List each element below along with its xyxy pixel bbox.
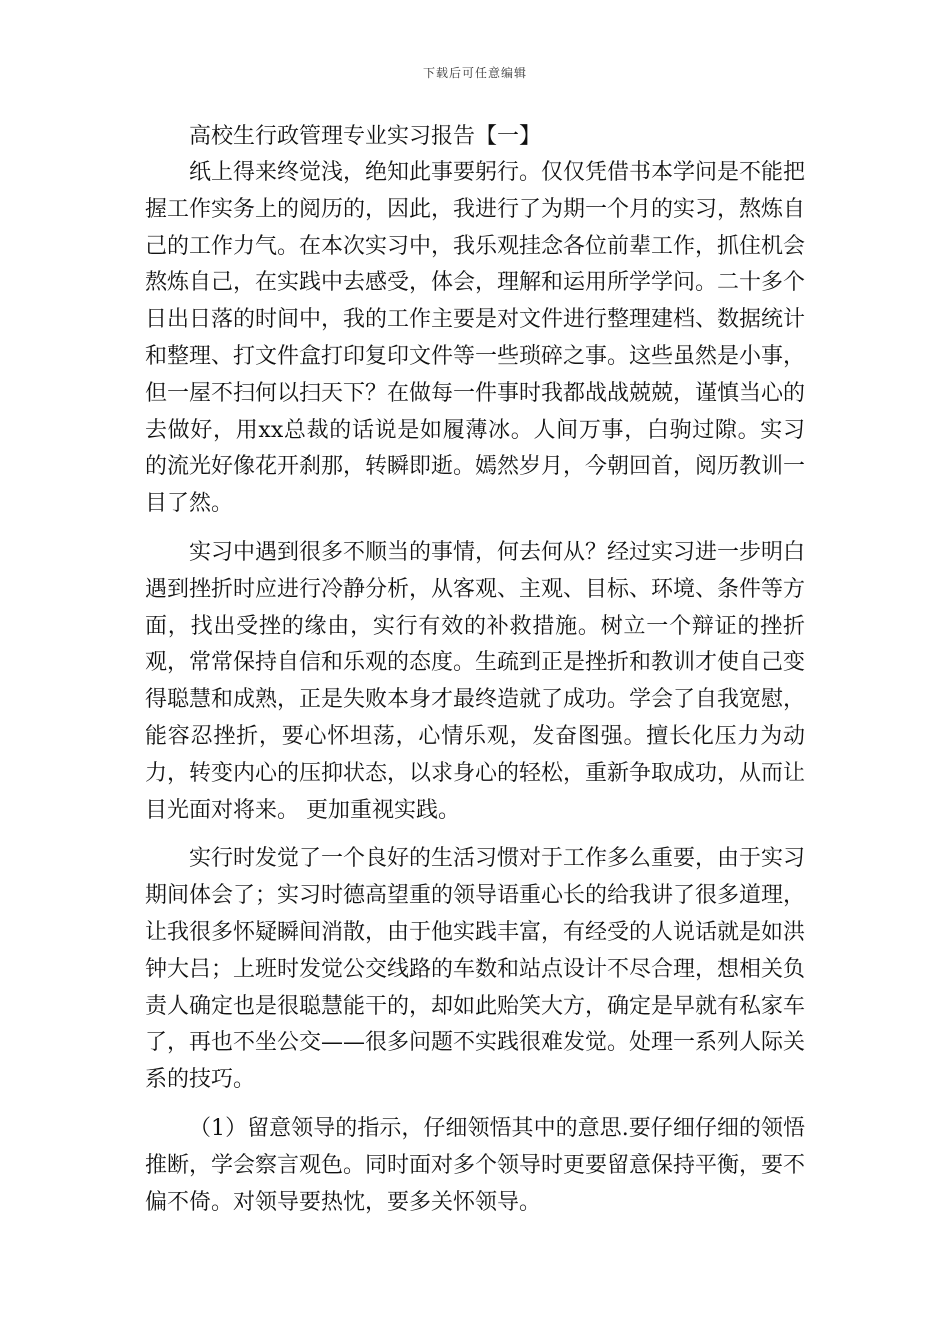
paragraph-3: 实行时发觉了一个良好的生活习惯对于工作多么重要，由于实习期间体会了；实习时德高望重的领导语重心长的给我讲了很多道理，让我很多怀疑瞬间消散，由于他实践丰富，有经受的人说话就是如洪钟大吕；上班时发觉公交线路的车数和站点设计不尽合理，想相关负责人确定也是很聪慧能干的，却如此贻笑大方，确定是早就有私家车了，再也不坐公交——很多问题不实践很难发觉。处理一系列人际关系的技巧。 bbox=[145, 846, 806, 1093]
paragraph-2: 实习中遇到很多不顺当的事情，何去何从？经过实习进一步明白遇到挫折时应进行冷静分析，从客观、主观、目标、环境、条件等方面，找出受挫的缘由，实行有效的补救措施。树立一个辩证的挫折观，常常保持自信和乐观的态度。生疏到正是挫折和教训才使自己变得聪慧和成熟，正是失败本身才最终造就了成功。学会了自我宽慰，能容忍挫折，要心怀坦荡，心情乐观，发奋图强。擅长化压力为动力，转变内心的压抑状态，以求身心的轻松，重新争取成功，从而让目光面对将来。 更加重视实践。 bbox=[145, 539, 806, 823]
report-title: 高校生行政管理专业实习报告【一】 bbox=[189, 124, 542, 149]
paragraph-1: 纸上得来终觉浅，绝知此事要躬行。仅仅凭借书本学问是不能把握工作实务上的阅历的，因此，我进行了为期一个月的实习，熬炼自己的工作力气。在本次实习中，我乐观挂念各位前辈工作，抓住机会熬炼自己，在实践中去感受，体会，理解和运用所学学问。二十多个日出日落的时间中，我的工作主要是对文件进行整理建档、数据统计和整理、打文件盒打印复印文件等一些琐碎之事。这些虽然是小事，但一屋不扫何以扫天下？在做每一件事时我都战战兢兢，谨慎当心的去做好，用xx总裁的话说是如履薄冰。人间万事，白驹过隙。实习的流光好像花开刹那，转瞬即逝。嫣然岁月，今朝回首，阅历教训一目了然。 bbox=[145, 160, 806, 517]
header-note: 下载后可任意编辑 bbox=[422, 66, 527, 80]
document-body bbox=[145, 118, 805, 1221]
paragraph-4: （1）留意领导的指示，仔细领悟其中的意思.要仔细仔细的领悟推断，学会察言观色。同时面对多个领导时更要留意保持平衡，要不偏不倚。对领导要热忱，要多关怀领导。 bbox=[145, 1115, 806, 1215]
